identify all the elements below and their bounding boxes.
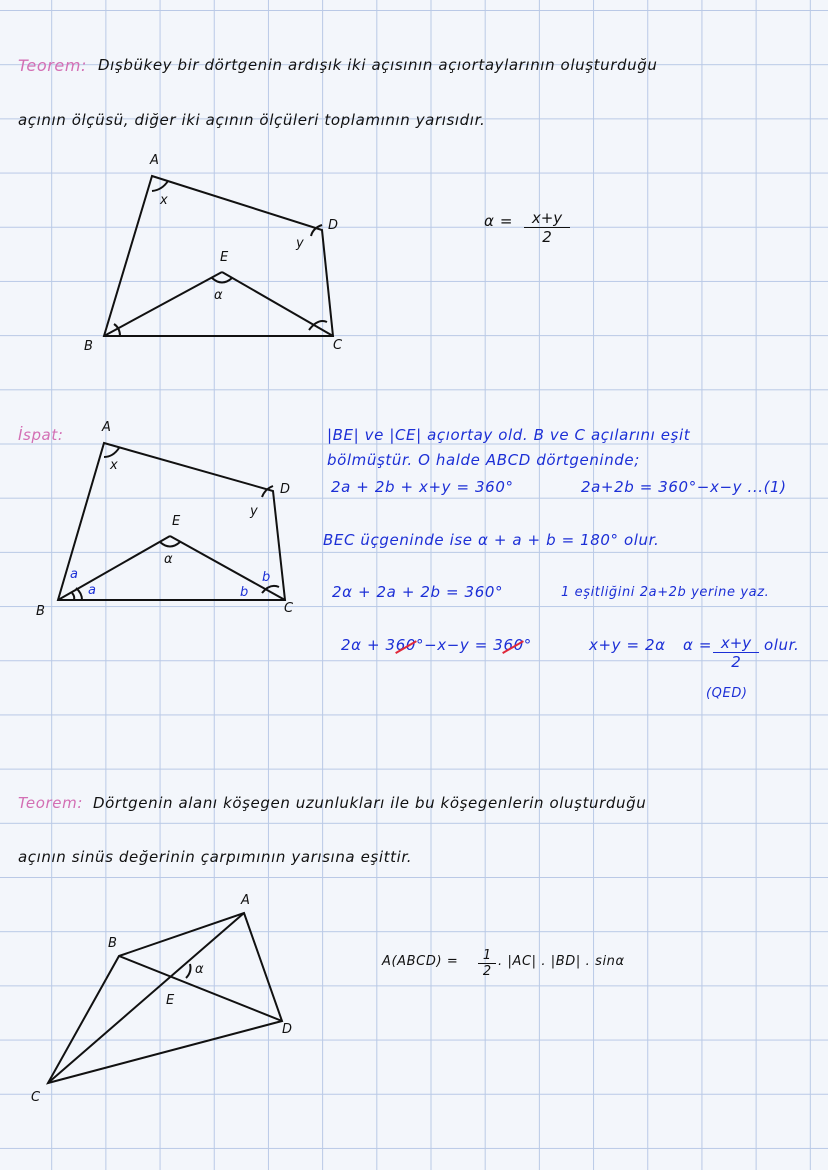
- figure3-label-c: C: [31, 1090, 41, 1105]
- figure3-quadrilateral: [48, 913, 282, 1083]
- theorem2-text-line1: Dörtgenin alanı köşegen uzunlukları ile bu köşegenlerin oluşturduğu: [93, 794, 647, 812]
- line6-part-pre: 2α + 3: [341, 636, 396, 654]
- proof-line6-formula-lhs: α =: [683, 636, 713, 654]
- theorem1-formula-lhs: α =: [484, 212, 514, 230]
- figure3-angle-arc-alpha: [186, 964, 191, 978]
- proof-line1: |BE| ve |CE| açıortay old. B ve C açılarını eşit: [327, 426, 691, 444]
- figure2-angle-a-upper: a: [70, 567, 78, 582]
- theorem2-formula-fraction: [478, 948, 496, 979]
- figure3-label-a: A: [241, 893, 250, 908]
- proof-line6-olur: olur.: [764, 636, 800, 654]
- theorem2-formula-lhs: A(ABCD) =: [382, 954, 459, 969]
- figure1-angle-alpha: α: [214, 288, 223, 303]
- figure1-angle-x: x: [160, 193, 168, 208]
- line6-struck-60-second: 60: [503, 636, 524, 654]
- fraction-numerator: 1: [478, 948, 496, 964]
- theorem1-label: Teorem:: [18, 56, 88, 75]
- figure2-angle-b-left: b: [240, 585, 249, 600]
- proof-line6-sum: x+y = 2α: [589, 636, 666, 654]
- fraction-denominator: 2: [731, 653, 741, 671]
- figure2-angle-b-right: b: [262, 570, 271, 585]
- theorem2-text-line2: açının sinüs değerinin çarpımının yarısına eşittir.: [18, 848, 413, 866]
- figure2-label-b: B: [36, 604, 45, 619]
- figure2-label-c: C: [284, 601, 294, 616]
- theorem2-label: Teorem:: [18, 794, 83, 812]
- figure3-label-d: D: [282, 1022, 293, 1037]
- figure1-angle-y: y: [296, 236, 304, 251]
- theorem1-text-line1: Dışbükey bir dörtgenin ardışık iki açısının açıortaylarının oluşturduğu: [98, 56, 658, 74]
- figure3-label-e: E: [166, 993, 175, 1008]
- figure3-angle-alpha: α: [195, 962, 204, 977]
- figure1-label-b: B: [84, 339, 93, 354]
- figure1-label-c: C: [333, 338, 343, 353]
- figure2-angle-y: y: [250, 504, 258, 519]
- proof-line5-note: 1 eşitliğini 2a+2b yerine yaz.: [561, 585, 770, 600]
- proof-line4: BEC üçgeninde ise α + a + b = 180° olur.: [323, 531, 660, 549]
- fraction-denominator: 2: [482, 964, 492, 979]
- figure2-angle-x: x: [110, 458, 118, 473]
- fraction-numerator: x+y: [524, 209, 570, 228]
- figure1-label-d: D: [328, 218, 339, 233]
- figure2-angle-a-lower: a: [88, 583, 96, 598]
- line6-part-mid: °−x−y = 3: [415, 636, 504, 654]
- figure2-label-d: D: [280, 482, 291, 497]
- proof-line3-result: 2a+2b = 360°−x−y ...(1): [581, 478, 787, 496]
- figure1-label-a: A: [150, 153, 159, 168]
- theorem1-text-line2: açının ölçüsü, diğer iki açının ölçüleri toplamının yarısıdır.: [18, 111, 486, 129]
- fraction-numerator: x+y: [713, 634, 759, 653]
- proof-label: İspat:: [18, 426, 64, 444]
- figure2-angle-alpha: α: [164, 552, 173, 567]
- proof-qed: (QED): [706, 686, 748, 701]
- figure1-label-e: E: [220, 250, 229, 265]
- line6-struck-60-first: 60: [395, 636, 416, 654]
- line6-part-post: °: [523, 636, 532, 654]
- figure2-label-a: A: [102, 420, 111, 435]
- proof-line5-equation: 2α + 2a + 2b = 360°: [332, 583, 504, 601]
- proof-line3-equation: 2a + 2b + x+y = 360°: [331, 478, 514, 496]
- proof-line2: bölmüştür. O halde ABCD dörtgeninde;: [327, 451, 640, 469]
- figure2-label-e: E: [172, 514, 181, 529]
- theorem2-formula-rhs: . |AC| . |BD| . sinα: [498, 954, 625, 969]
- figure3-label-b: B: [108, 936, 117, 951]
- fraction-denominator: 2: [542, 228, 552, 246]
